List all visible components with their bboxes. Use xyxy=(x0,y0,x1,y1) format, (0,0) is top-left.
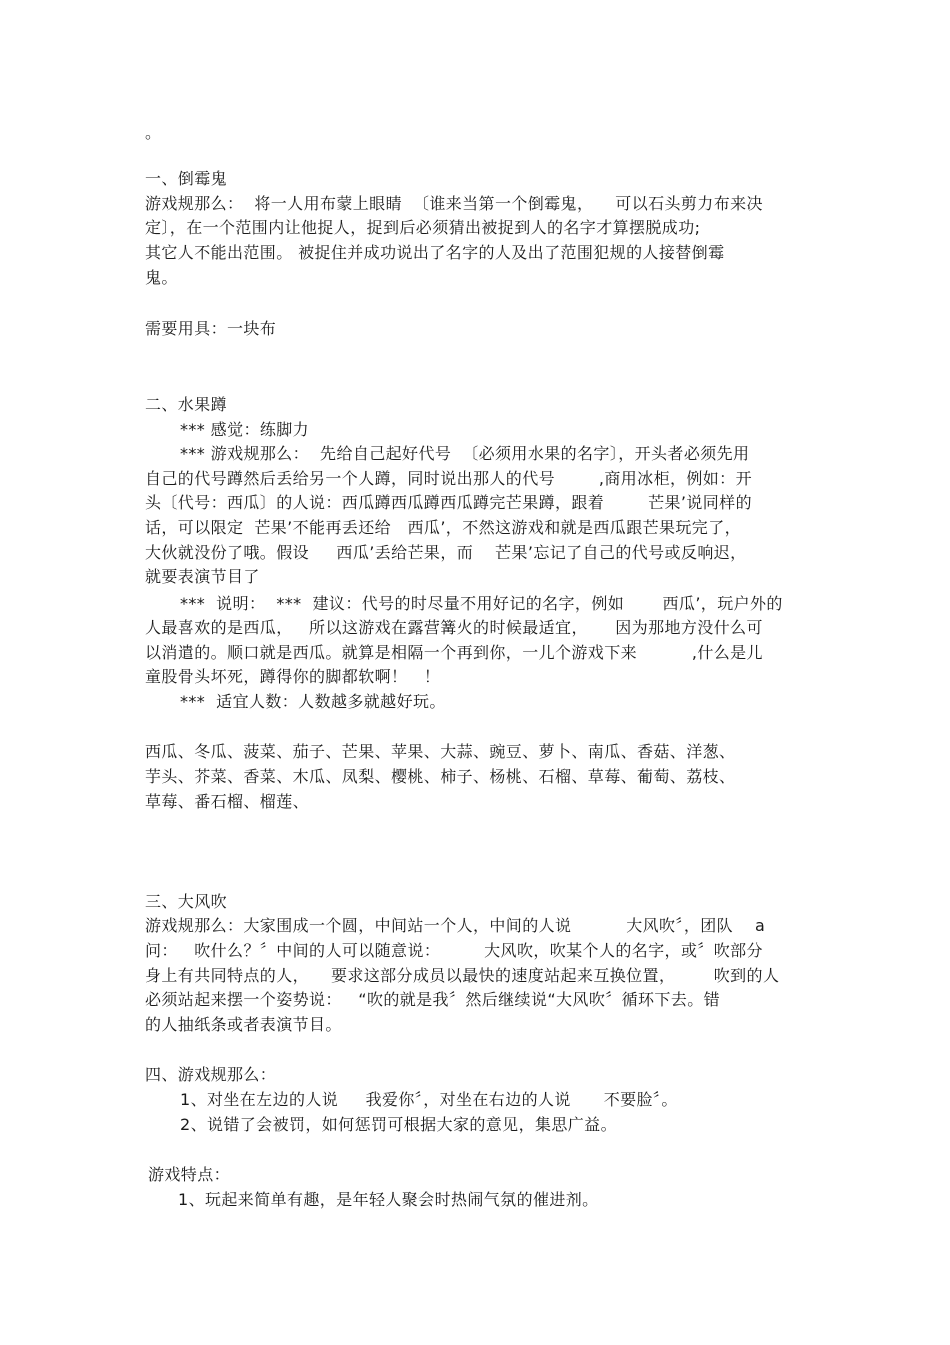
paragraph-line: 自己的代号蹲然后丢给另一个人蹲，同时说出那人的代号 ,商用冰柜，例如：开 xyxy=(145,469,752,488)
paragraph-line: 大伙就没份了哦。假设 西瓜’丢给芒果，而 芒果’忘记了自己的代号或反响迟， xyxy=(145,543,747,562)
heading-game-3: 三、大风吹 xyxy=(145,892,228,911)
paragraph-line: 头〔代号：西瓜〕的人说：西瓜蹲西瓜蹲西瓜蹲完芒果蹲，跟着 芒果’说同样的 xyxy=(145,493,752,512)
paragraph-line: 鬼。 xyxy=(145,268,178,287)
paragraph-line: 其它人不能出范围。 被捉住并成功说出了名字的人及出了范围犯规的人接替倒霉 xyxy=(145,243,725,262)
feature-item: 1、玩起来简单有趣，是年轻人聚会时热闹气氛的催进剂。 xyxy=(178,1190,599,1209)
paragraph-line: 童股骨头坏死，蹲得你的脚都软啊！ ！ xyxy=(145,667,441,686)
heading-game-2: 二、水果蹲 xyxy=(145,395,228,414)
paragraph-line: *** 游戏规那么： 先给自己起好代号 〔必须用水果的名字〕，开头者必须先用 xyxy=(180,444,750,463)
features-heading: 游戏特点： xyxy=(148,1165,231,1184)
heading-game-1: 一、倒霉鬼 xyxy=(145,169,228,188)
fruit-list-line: 草莓、番石榴、榴莲、 xyxy=(145,792,310,811)
heading-game-4: 四、游戏规那么： xyxy=(145,1065,277,1084)
paragraph-line: 身上有共同特点的人， 要求这部分成员以最快的速度站起来互换位置， 吹到的人 xyxy=(145,966,780,985)
paragraph-line: 问： 吹什么？〞中间的人可以随意说： 大风吹，吹某个人的名字，或〞吹部分 xyxy=(145,941,763,960)
fruit-list-line: 芋头、芥菜、香菜、木瓜、凤梨、樱桃、柿子、杨桃、石榴、草莓、葡萄、荔枝、 xyxy=(145,767,736,786)
paragraph-line: *** 说明： *** 建议：代号的时尽量不用好记的名字，例如 西瓜’，玩户外的 xyxy=(180,594,783,613)
paragraph-line: 游戏规那么： 将一人用布蒙上眼睛 〔谁来当第一个倒霉鬼， 可以石头剪力布来决 xyxy=(145,194,763,213)
fruit-list-line: 西瓜、冬瓜、菠菜、茄子、芒果、苹果、大蒜、豌豆、萝卜、南瓜、香菇、洋葱、 xyxy=(145,742,736,761)
paragraph-line: 游戏规那么：大家围成一个圆，中间站一个人，中间的人说 大风吹〞，团队 a xyxy=(145,916,766,935)
tools-needed: 需要用具：一块布 xyxy=(145,319,277,338)
paragraph-line: 必须站起来摆一个姿势说： “吹的就是我〞然后继续说“大风吹〞循环下去。错 xyxy=(145,990,721,1009)
paragraph-line: 人最喜欢的是西瓜， 所以这游戏在露营篝火的时候最适宜， 因为那地方没什么可 xyxy=(145,618,763,637)
paragraph-line: 定〕，在一个范围内让他捉人，捉到后必须猜出被捉到人的名字才算摆脱成功; xyxy=(145,218,701,237)
paragraph-line: *** 感觉：练脚力 xyxy=(180,420,310,439)
stray-period: 。 xyxy=(145,123,162,142)
rule-item: 2、说错了会被罚，如何惩罚可根据大家的意见，集思广益。 xyxy=(180,1115,617,1134)
paragraph-line: 就要表演节目了 xyxy=(145,567,260,586)
paragraph-line: 话，可以限定 芒果’不能再丢还给 西瓜’，不然这游戏和就是西瓜跟芒果玩完了， xyxy=(145,518,742,537)
paragraph-line: 的人抽纸条或者表演节目。 xyxy=(145,1015,342,1034)
paragraph-line: 以消遣的。顺口就是西瓜。就算是相隔一个再到你，一儿个游戏下来 ,什么是儿 xyxy=(145,643,763,662)
paragraph-line: *** 适宜人数：人数越多就越好玩。 xyxy=(180,692,446,711)
rule-item: 1、对坐在左边的人说 我爱你〞，对坐在右边的人说 不要脸〞。 xyxy=(180,1090,678,1109)
